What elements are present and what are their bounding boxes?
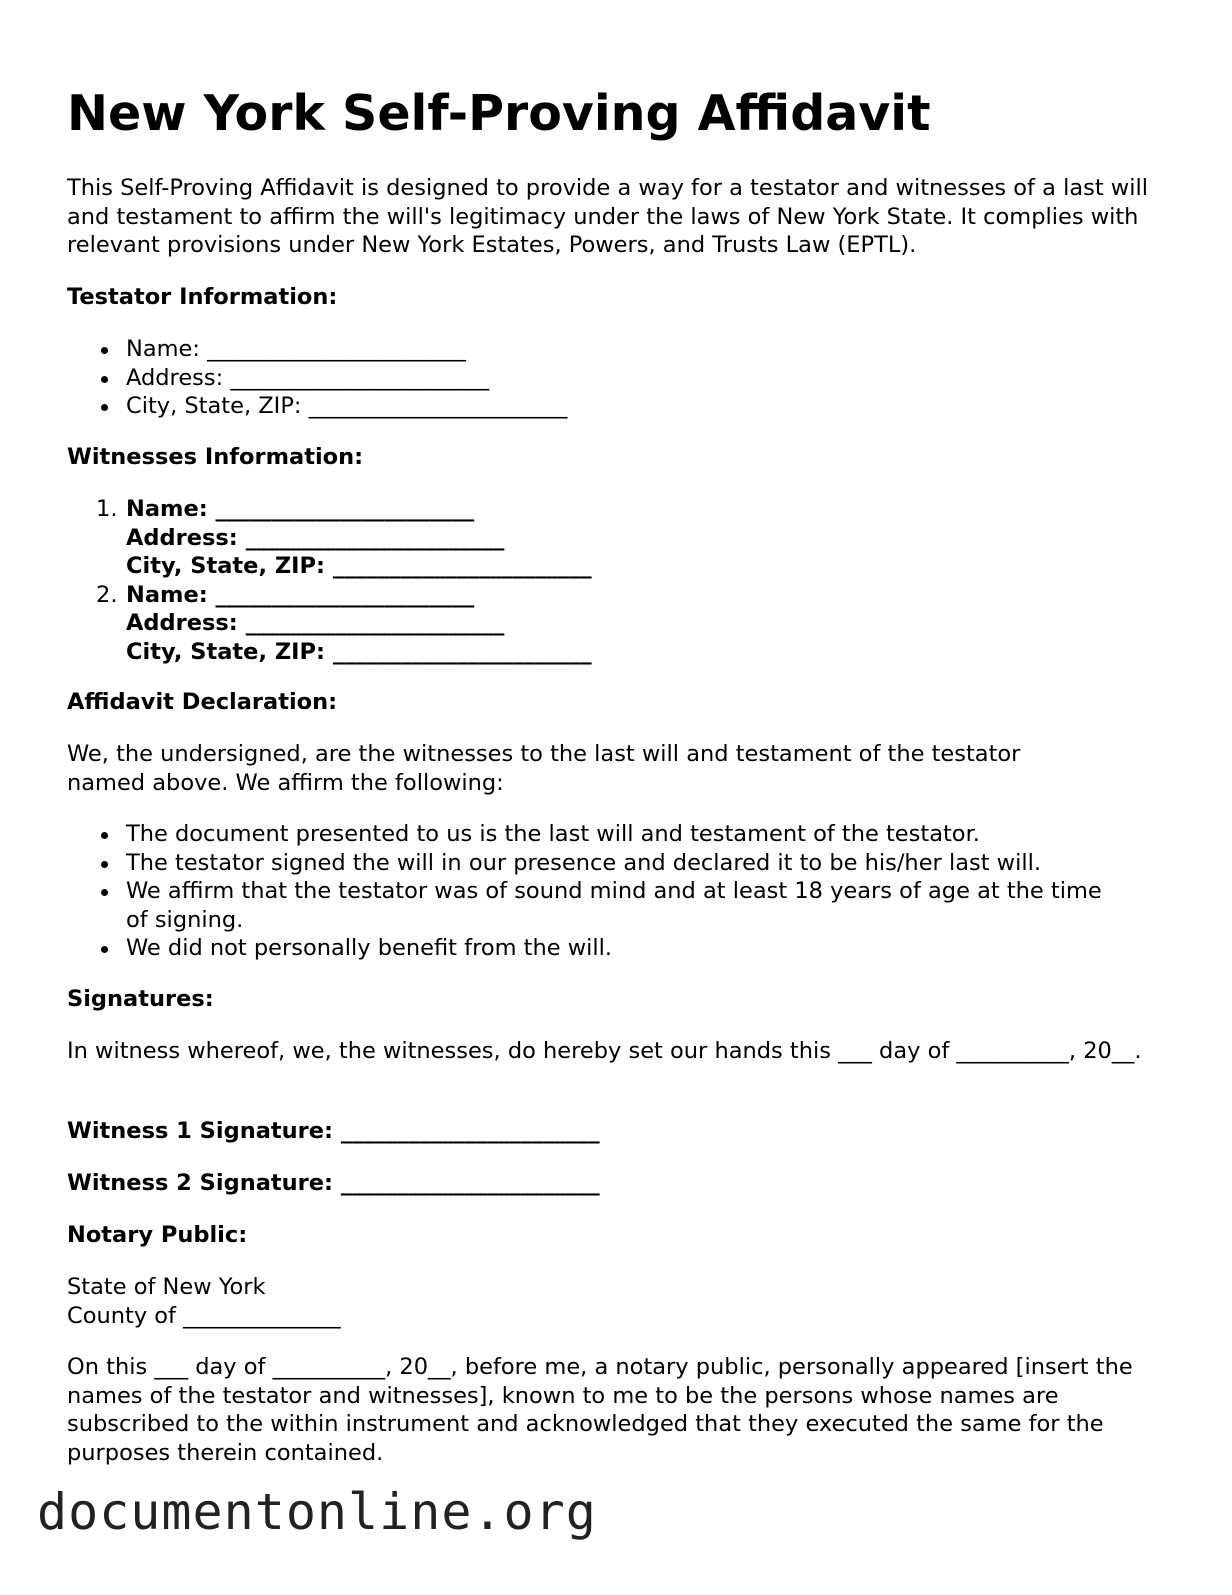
witness-number: 1.: [96, 496, 118, 522]
notary-heading: Notary Public:: [67, 1222, 248, 1248]
notary-venue: [67, 1273, 341, 1330]
bullet-icon: [101, 832, 108, 839]
witness-entry-2: [67, 581, 1177, 667]
witness1-signature-line: Witness 1 Signature: _______________________: [67, 1118, 600, 1144]
declaration-item: The document presented to us is the last will and testament of the testator.: [67, 820, 1127, 849]
witness-name-field: Name: _______________________: [126, 496, 475, 522]
watermark-logo: documentonline.org: [37, 1483, 597, 1541]
witness-city-field: City, State, ZIP: _______________________: [126, 553, 592, 579]
testator-list: [67, 335, 1177, 421]
witness-name-field: Name: _______________________: [126, 581, 475, 608]
witness-number: 2.: [96, 581, 118, 608]
testator-address-field: Address: _______________________: [67, 364, 1177, 393]
witness-address-field: Address: _______________________: [126, 524, 505, 551]
bullet-icon: [101, 347, 108, 354]
bullet-icon: [101, 946, 108, 953]
declaration-item: We did not personally benefit from the will.: [67, 934, 1127, 963]
testator-city-field: City, State, ZIP: _______________________: [67, 392, 1177, 421]
witness-entry-1: [67, 495, 1177, 581]
notary-state: State of New York: [67, 1274, 266, 1300]
witnesses-heading: Witnesses Information:: [67, 444, 364, 470]
intro-paragraph: This Self-Proving Affidavit is designed to provide a way for a testator and witnesses of a last will and testament to affirm the will's legitimacy under the laws of New York State. It complies with relevant provisions under New York Estates, Powers, and Trusts Law (EPTL).: [67, 175, 1148, 258]
witnesses-list: [67, 495, 1177, 666]
bullet-icon: [101, 404, 108, 411]
page-title: New York Self-Proving Affidavit: [67, 85, 931, 142]
bullet-icon: [101, 889, 108, 896]
signatures-heading: Signatures:: [67, 986, 214, 1012]
notary-paragraph: On this ___ day of __________, 20__, before me, a notary public, personally appeared [insert the names of the testator and witnesses], known to me to be the persons whose names are subscribed to the within instrument and acknowledged that they executed the same for the purposes therein contained.: [67, 1354, 1133, 1466]
bullet-icon: [101, 861, 108, 868]
signatures-paragraph: In witness whereof, we, the witnesses, do hereby set our hands this ___ day of __________, 20__.: [67, 1038, 1142, 1064]
notary-county: County of ______________: [67, 1302, 341, 1329]
testator-name-field: Name: _______________________: [67, 335, 1177, 364]
declaration-heading: Affidavit Declaration:: [67, 689, 338, 715]
witness2-signature-line: Witness 2 Signature: _______________________: [67, 1170, 600, 1196]
witness-city-field: City, State, ZIP: _______________________: [126, 638, 592, 665]
declaration-item: The testator signed the will in our presence and declared it to be his/her last will.: [67, 849, 1127, 878]
declaration-item: We affirm that the testator was of sound mind and at least 18 years of age at the time of signing.: [67, 877, 1127, 934]
testator-heading: Testator Information:: [67, 284, 338, 310]
bullet-icon: [101, 376, 108, 383]
declaration-list: [67, 820, 1127, 963]
declaration-paragraph: We, the undersigned, are the witnesses to the last will and testament of the testator named above. We affirm the following:: [67, 741, 1021, 796]
witness-address-field: Address: _______________________: [126, 610, 505, 636]
